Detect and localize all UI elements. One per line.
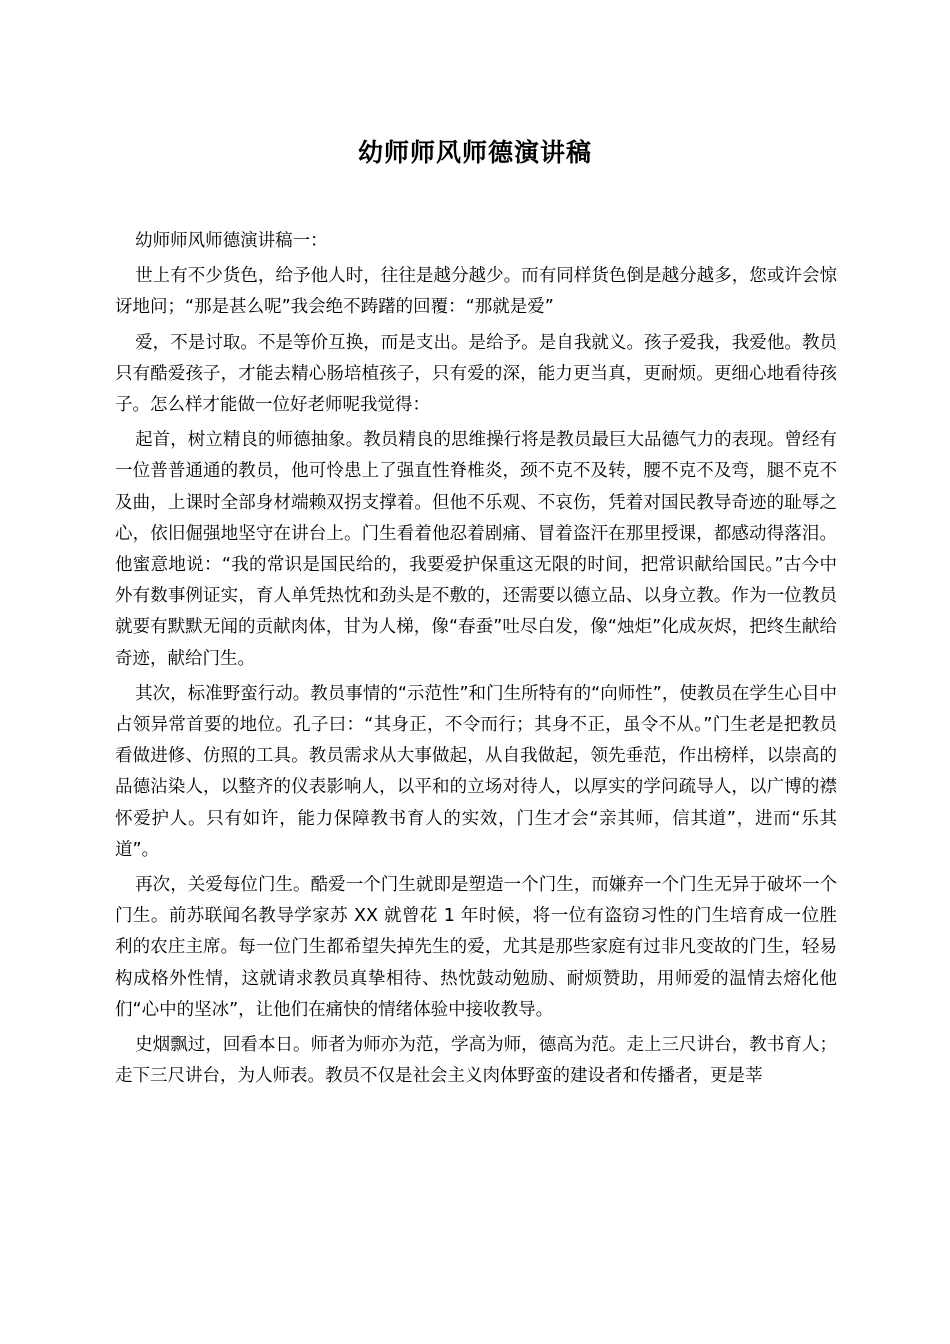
- paragraph-third-point: 再次，关爱每位门生。酷爱一个门生就即是塑造一个门生，而嫌弃一个门生无异于破坏一个门生。前苏联闻名教导学家苏 XX 就曾花 1 年时候，将一位有盗窃习性的门生培育成一位胜利的农庄主席。每一位门生都希望失掉先生的爱，尤其是那些家庭有过非凡变故的门生，轻易构成格外性情，这就请求教员真挚相待、热忱鼓动勉励、耐烦赞助，用师爱的温情去熔化他们“心中的坚冰”，让他们在痛快的情绪体验中接收教导。: [115, 875, 837, 1020]
- document-body: [115, 226, 837, 1096]
- paragraph-conclusion: 史烟飘过，回看本日。师者为师亦为范，学高为师，德高为范。走上三尺讲台，教书育人；走下三尺讲台，为人师表。教员不仅是社会主义肉体野蛮的建设者和传播者，更是莘: [115, 1035, 837, 1087]
- paragraph-intro: 世上有不少货色，给予他人时，往往是越分越少。而有同样货色倒是越分越多，您或许会惊讶地问；“那是甚么呢”我会绝不踌躇的回覆：“那就是爱”: [115, 266, 837, 318]
- section-heading: 幼师师风师德演讲稿一：: [135, 231, 328, 251]
- paragraph-first-point: 起首，树立精良的师德抽象。教员精良的思维操行将是教员最巨大品德气力的表现。曾经有一位普普通通的教员，他可怜患上了强直性脊椎炎，颈不克不及转，腰不克不及弯，腿不克不及曲，上课时全部身材端赖双拐支撑着。但他不乐观、不哀伤，凭着对国民教导奇迹的耻辱之心，依旧倔强地坚守在讲台上。门生看着他忍着剧痛、冒着盗汗在那里授课，都感动得落泪。他蜜意地说：“我的常识是国民给的，我要爱护保重这无限的时间，把常识献给国民。”古今中外有数事例证实，育人单凭热忱和劲头是不敷的，还需要以德立品、以身立教。作为一位教员就要有默默无闻的贡献肉体，甘为人梯，像“春蚕”吐尽白发，像“烛炬”化成灰烬，把终生献给奇迹，献给门生。: [115, 430, 837, 669]
- paragraph-love: 爱，不是讨取。不是等价互换，而是支出。是给予。是自我就义。孩子爱我，我爱他。教员只有酷爱孩子，才能去精心肠培植孩子，只有爱的深，能力更当真，更耐烦。更细心地看待孩子。怎么样才能做一位好老师呢我觉得：: [115, 332, 837, 416]
- document-title: 幼师师风师德演讲稿: [357, 138, 592, 167]
- paragraph-second-point: 其次，标准野蛮行动。教员事情的“示范性”和门生所特有的“向师性”，使教员在学生心目中占领异常首要的地位。孔子曰：“其身正，不令而行；其身不正，虽令不从。”门生老是把教员看做进修、仿照的工具。教员需求从大事做起，从自我做起，领先垂范，作出榜样，以崇高的品德沾染人，以整齐的仪表影响人，以平和的立场对待人，以厚实的学问疏导人，以广博的襟怀爱护人。只有如许，能力保障教书育人的实效，门生才会“亲其师，信其道”，进而“乐其道”。: [115, 683, 837, 860]
